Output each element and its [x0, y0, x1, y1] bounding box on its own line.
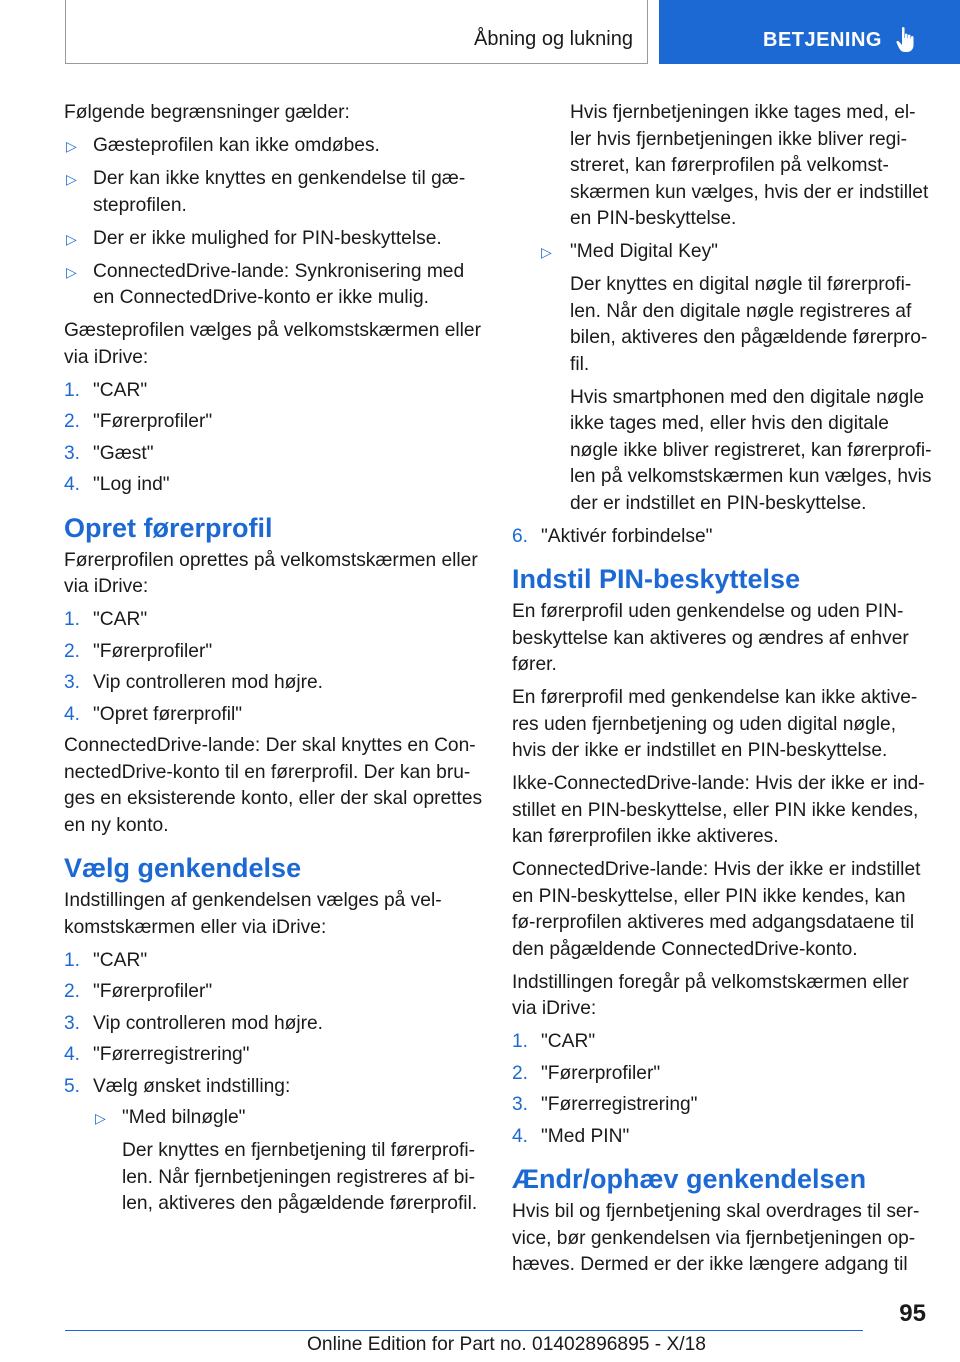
change-recognition-paragraph: Hvis bil og fjernbetjening skal overdrages til ser-vice, bør genkendelsen via fjernbetjeningen op-hæves. Dermed er der ikke længere adgang til — [512, 1201, 920, 1275]
numbered-step: 5. Vælg ønsket indstilling: — [64, 1075, 291, 1097]
option-description: Hvis smartphonen med den digitale nøgle ikke tages med, eller hvis den digitale nøgle ikke bliver registreret, kan førerprofi-len på velkomstskærmen kun vælges, hvis der er indstillet en PIN-beskyttelse. — [570, 386, 932, 514]
numbered-step: 4. "Log ind" — [64, 474, 170, 495]
numbered-step: 1. "CAR" — [64, 609, 148, 630]
hand-pointer-icon — [896, 26, 920, 54]
pin-heading: Indstil PIN-beskyttelse — [512, 564, 801, 594]
list-item: ▷ ConnectedDrive-lande: Synkronisering med en ConnectedDrive-konto er ikke mulig. — [66, 260, 465, 308]
numbered-step: 2. "Førerprofiler" — [512, 1062, 661, 1084]
footer-divider — [65, 1330, 863, 1331]
numbered-step: 3. "Førerregistrering" — [512, 1094, 698, 1115]
numbered-step: 6. "Aktivér forbindelse" — [512, 525, 713, 547]
triangle-bullet-icon: ▷ — [541, 244, 552, 260]
option-description: Hvis fjernbetjeningen ikke tages med, el-ler hvis fjernbetjeningen ikke bliver regi-streret, kan førerprofilen på velkomst-skærmen kun vælges, hvis der er indstillet en PIN-beskyttelse. — [570, 102, 929, 229]
right-column — [512, 100, 932, 1285]
create-profile-heading: Opret førerprofil — [64, 512, 273, 543]
pin-paragraph: Ikke-ConnectedDrive-lande: Hvis der ikke er ind-stillet en PIN-beskyttelse, eller PIN ikke kendes, kan førerprofilen ikke aktiveres. — [512, 773, 925, 847]
option-description: Der knyttes en fjernbetjening til førerprofi-len. Når fjernbetjeningen registreres af bi-len, aktiveres den pågældende førerprofil. — [122, 1140, 478, 1214]
recognition-intro: Indstillingen af genkendelsen vælges på vel-komstskærmen eller via iDrive: — [64, 890, 442, 938]
triangle-bullet-icon: ▷ — [66, 263, 77, 280]
triangle-bullet-icon: ▷ — [66, 138, 77, 154]
create-profile-intro: Førerprofilen oprettes på velkomstskærmen eller via iDrive: — [64, 549, 478, 597]
list-item: ▷ Der er ikke mulighed for PIN-beskyttelse. — [64, 226, 484, 253]
list-item: ▷ Der kan ikke knyttes en genkendelse til gæ-steprofilen. — [66, 168, 466, 216]
guest-select-text: Gæsteprofilen vælges på velkomstskærmen eller via iDrive: — [64, 320, 481, 368]
numbered-step: 3. "Gæst" — [64, 442, 154, 464]
numbered-step: 4. "Førerregistrering" — [64, 1044, 250, 1065]
numbered-step: 2. "Førerprofiler" — [64, 981, 213, 1002]
numbered-step: 4. "Med PIN" — [512, 1125, 630, 1147]
triangle-bullet-icon: ▷ — [66, 230, 77, 247]
create-profile-note: ConnectedDrive-lande: Der skal knyttes en Con-nectedDrive-konto til en førerprofil. Der kan bru-ges en eksisterende konto, eller der skal oprettes en ny konto. — [64, 735, 483, 836]
triangle-bullet-icon: ▷ — [95, 1110, 106, 1126]
section-title: Åbning og lukning — [473, 28, 633, 50]
numbered-step: 1. "CAR" — [64, 379, 148, 401]
pin-paragraph: En førerprofil med genkendelse kan ikke aktive-res uden fjernbetjening og uden digital nøgle, hvis der ikke er indstillet en PIN-beskyttelse. — [512, 687, 918, 761]
header-section-box — [65, 0, 648, 64]
numbered-step: 4. "Opret førerprofil" — [64, 703, 243, 725]
pin-paragraph: En førerprofil uden genkendelse og uden PIN-beskyttelse kan aktiveres og ændres af enhver fører. — [512, 601, 909, 675]
list-item: ▷ Gæsteprofilen kan ikke omdøbes. — [64, 133, 484, 160]
restrictions-intro: Følgende begrænsninger gælder: — [64, 102, 350, 123]
option-item: ▷ "Med bilnøgle" — [64, 1105, 484, 1132]
numbered-step: 3. Vip controlleren mod højre. — [64, 1012, 324, 1034]
change-recognition-heading: Ændr/ophæv genkendelsen — [512, 1164, 867, 1194]
pin-paragraph: Indstillingen foregår på velkomstskærmen eller via iDrive: — [512, 971, 909, 1019]
numbered-step: 1. "CAR" — [512, 1031, 596, 1052]
numbered-step: 2. "Førerprofiler" — [64, 640, 213, 662]
triangle-bullet-icon: ▷ — [66, 171, 77, 187]
page-number: 95 — [899, 1300, 926, 1327]
numbered-step: 1. "CAR" — [64, 949, 148, 971]
numbered-step: 2. "Førerprofiler" — [64, 411, 213, 432]
recognition-heading: Vælg genkendelse — [64, 853, 302, 883]
option-description: Der knyttes en digital nøgle til førerprofi-len. Når den digitale nøgle registreres af bilen, aktiveres den pågældende førerpro-fil. — [570, 274, 928, 375]
chapter-title: BETJENING — [763, 29, 882, 51]
edition-text: Online Edition for Part no. 01402896895 - X/18 — [307, 1334, 706, 1355]
option-item: ▷ "Med Digital Key" — [512, 239, 932, 266]
header-chapter-box — [659, 0, 960, 64]
numbered-step: 3. Vip controlleren mod højre. — [64, 672, 324, 693]
left-column — [64, 100, 484, 1224]
pin-paragraph: ConnectedDrive-lande: Hvis der ikke er indstillet en PIN-beskyttelse, eller PIN ikke kendes, kan fø-rerprofilen aktiveres med adgangsdataene til den pågældende ConnectedDrive-konto. — [512, 859, 921, 960]
